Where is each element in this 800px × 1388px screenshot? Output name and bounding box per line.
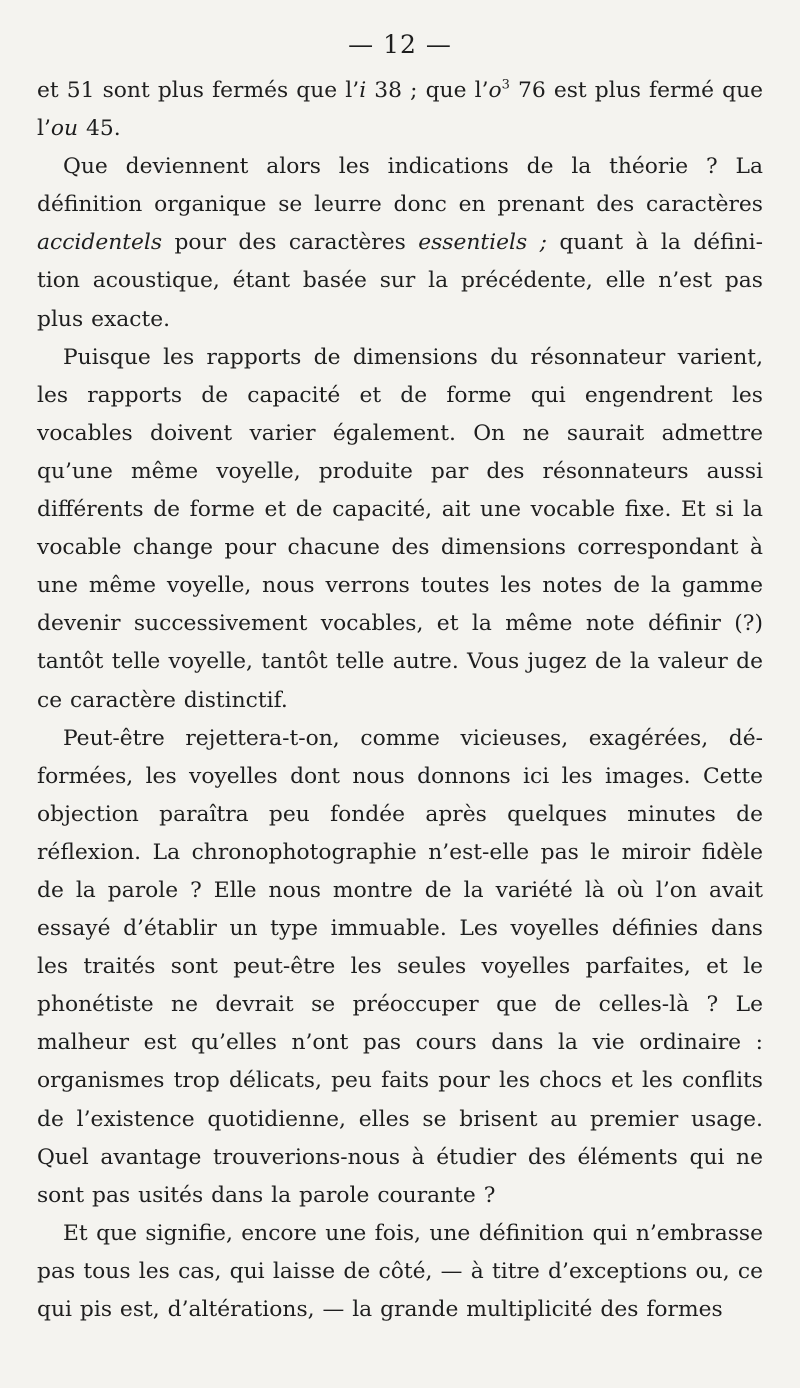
text-run: Et que signifie, encore une fois, une définition qui n’embrasse pas tous les cas, qui laisse de côté, — à titre d’exceptions ou, ce qui pis est, d’altérations, — la grande multiplicité des formes — [37, 1220, 763, 1322]
text-run: pour des caractères — [162, 230, 419, 256]
body-text — [37, 72, 763, 1329]
text-run: Puisque les rapports de dimensions du résonnateur varient, les rapports de capacité et de forme qui engendrent les vocables doivent varier également. On ne saurait admettre qu’une même voyelle, produite par des résonnateurs aussi différents de forme et de capacité, ait une vocable fixe. Et si la vocable change pour chacune des dimensions correspondant à une même voyelle, nous verrons toutes les notes de la gamme devenir successivement vocables, et la même note définir (?) tantôt telle voyelle, tantôt telle autre. Vous jugez de la valeur de ce caractère distinctif. — [37, 344, 763, 713]
paragraph — [37, 72, 763, 148]
page-number: — 12 — — [348, 30, 452, 59]
text-run: Peut-être rejettera-t-on, comme vicieuses, exagérées, dé- formées, les voyelles dont nous donnons ici les images. Cette objection paraîtra peu fondée après quelques minutes de réflexion. La chronophotographie n’est-elle pas le miroir fidèle de la parole ? Elle nous montre de la variété là où l’on avait essayé d’établir un type immuable. Les voyelles définies dans les traités sont peut-être les seules voyelles parfaites, et le phonétiste ne devrait se préoccuper que de celles-là ? Le malheur est qu’elles n’ont pas cours dans la vie ordinaire : organismes trop délicats, peu faits pour les chocs et les conflits de l’existence quotidienne, elles se brisent au premier usage. Quel avantage trouverions-nous à étudier des éléments qui ne sont pas usités dans la parole courante ? — [37, 725, 763, 1208]
text-run: quant à la défini- tion acoustique, étant basée sur la précédente, elle n’est pas plus exacte. — [37, 230, 763, 332]
text-run: et 51 sont plus fermés que l’ — [37, 78, 360, 103]
superscript: 3 — [501, 77, 510, 93]
italic-text: essentiels ; — [418, 230, 547, 256]
italic-text: ou — [50, 116, 79, 142]
paragraph — [37, 148, 763, 338]
italic-text: o — [488, 78, 502, 103]
text-run: 45. — [78, 116, 121, 142]
text-run: Que deviennent alors les indications de la théorie ? La définition organique se leurre donc en prenant des caractères — [37, 154, 763, 218]
paragraph — [37, 720, 763, 1215]
paragraph — [37, 1215, 763, 1329]
text-run: 38 ; que l’ — [366, 78, 489, 103]
text-run: 76 est plus fermé que l’ — [37, 78, 764, 142]
paragraph — [37, 339, 763, 720]
italic-text: i — [359, 78, 367, 103]
italic-text: accidentels — [37, 230, 163, 256]
